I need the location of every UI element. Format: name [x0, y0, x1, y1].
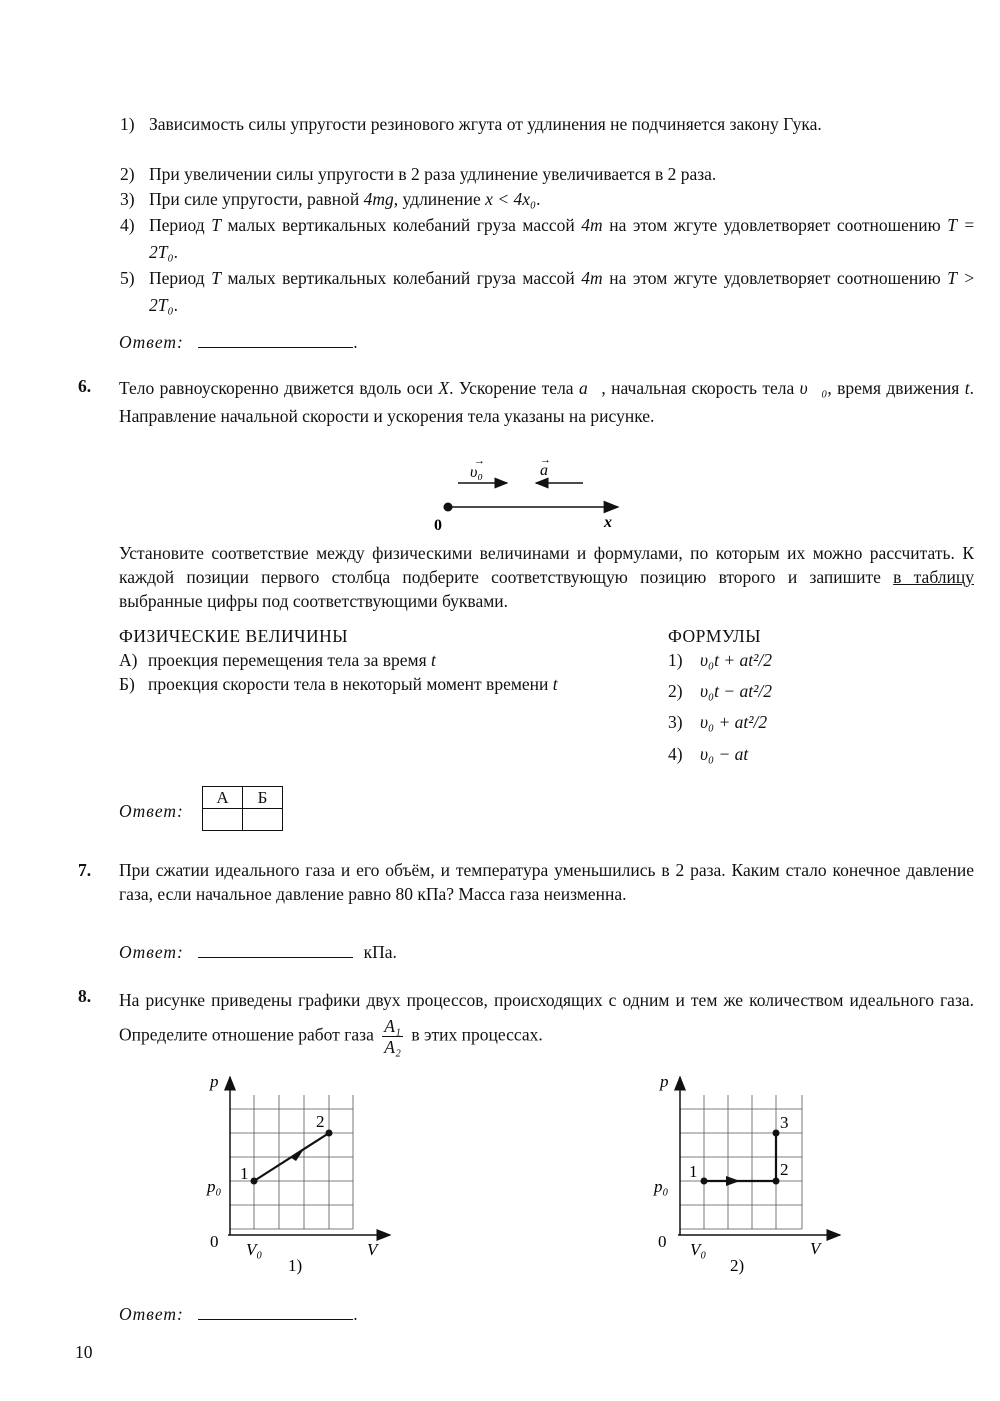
p0-tick-label: p₀ [207, 1177, 222, 1196]
grid [230, 1095, 353, 1229]
v-axis-label: V [367, 1240, 378, 1259]
option-number: 3) [120, 189, 135, 209]
option-text: При увеличении силы упругости в 2 раза удлинение увеличивается в 2 раза. [149, 164, 717, 184]
formula-1: 1) υ₀t + at²/2 [668, 650, 773, 670]
answer-blank[interactable] [198, 1319, 353, 1320]
origin-label: 0 [434, 517, 442, 534]
point-1-label: 1 [689, 1162, 698, 1181]
option-number: 5) [120, 268, 135, 288]
question-7-text: При сжатии идеального газа и его объём, и температура уменьшились в 2 раза. Каким стало конечное давление газа, если начальное давление равно 80 кПа? Масса газа неизменна. [119, 860, 974, 904]
option-2 [120, 162, 975, 186]
graph-caption: 1) [288, 1256, 303, 1275]
option-1 [120, 112, 975, 136]
answer-cell-a[interactable] [203, 809, 243, 831]
point-2-label: 2 [316, 1112, 325, 1131]
quantity-a: А) проекция перемещения тела за время t [119, 650, 436, 670]
point-1-label: 1 [240, 1164, 249, 1183]
v-axis-label: V [810, 1239, 821, 1258]
option-text: При силе упругости, равной 4mg, удлинение x < 4x₀. [149, 189, 541, 209]
option-3 [120, 187, 975, 211]
answer-table-header-a: А [203, 787, 243, 809]
p-axis-label: p [660, 1072, 669, 1091]
point-2 [326, 1130, 333, 1137]
direction-arrow [726, 1176, 740, 1186]
v0-label: υ₀ [470, 464, 483, 481]
graph-caption: 2) [730, 1256, 745, 1275]
a-vector-mark: → [540, 455, 551, 466]
question-number-8: 8. [78, 986, 92, 1006]
point-3-label: 3 [780, 1113, 789, 1132]
quantity-b: Б) проекция скорости тела в некоторый момент времени t [119, 674, 558, 694]
origin-label: 0 [210, 1232, 219, 1251]
v0-vector-mark: → [474, 455, 485, 467]
p-axis-label: p [210, 1072, 219, 1091]
question-6-instructions: Установите соответствие между физическими величинами и формулами, по которым их можно рассчитать. К каждой позиции первого столбца подберите соответствующую позицию второго и запишите в таблицу выбранные цифры под соответствующими буквами. [119, 543, 974, 611]
question-number-7: 7. [78, 860, 92, 880]
quantities-heading: ФИЗИЧЕСКИЕ ВЕЛИЧИНЫ [119, 626, 349, 646]
answer-label-6: Ответ: [119, 801, 184, 821]
option-5 [120, 265, 975, 319]
option-text: Период T малых вертикальных колебаний груза массой 4m на этом жгуте удовлетворяет соотношению T = 2T₀. [149, 215, 975, 262]
v0-tick-label: V₀ [690, 1240, 707, 1259]
formulas-heading: ФОРМУЛЫ [668, 626, 762, 646]
point-2 [773, 1178, 780, 1185]
a-label: a [540, 462, 548, 479]
option-number: 4) [120, 215, 135, 235]
answer-label: Ответ: [119, 332, 184, 352]
graph-2 [640, 1065, 850, 1285]
point-1 [251, 1178, 258, 1185]
option-4 [120, 212, 975, 266]
answer-table-header-b: Б [243, 787, 283, 809]
origin-dot [444, 503, 453, 512]
point-3 [773, 1130, 780, 1137]
page-number: 10 [75, 1342, 93, 1362]
answer-unit: кПа. [363, 942, 397, 962]
option-number: 1) [120, 114, 135, 134]
answer-cell-b[interactable] [243, 809, 283, 831]
question-8-text: На рисунке приведены графики двух процессов, происходящих с одним и тем же количеством идеального газа. Определите отношение работ газа $\frac{\text{A₁}}{\text{A₂}}$ в этих процессах. [119, 990, 974, 1057]
answer-line-5: Ответ: . [119, 332, 358, 352]
point-2-label: 2 [780, 1160, 789, 1179]
direction-arrow [290, 1149, 304, 1161]
formula-3: 3) υ₀ + at²/2 [668, 712, 768, 732]
x-label: x [604, 514, 612, 531]
answer-line-7: Ответ: кПа. [119, 942, 397, 962]
formula-2: 2) υ₀t − at²/2 [668, 681, 773, 701]
option-text: Зависимость силы упругости резинового жгута от удлинения не подчиняется закону Гука. [149, 114, 822, 134]
answer-blank[interactable] [198, 957, 353, 958]
question-6-text: Тело равноускоренно движется вдоль оси X. Ускорение тела a⃗, начальная скорость тела υ⃗₀, время движения t. Направление начальной скорости и ускорения тела указаны на рисунке. [119, 378, 974, 426]
option-text: Период T малых вертикальных колебаний груза массой 4m на этом жгуте удовлетворяет соотношению T > 2T₀. [149, 268, 975, 315]
p0-tick-label: p₀ [654, 1177, 669, 1196]
point-1 [701, 1178, 708, 1185]
v0-tick-label: V₀ [246, 1240, 263, 1259]
option-number: 2) [120, 164, 135, 184]
work-ratio-fraction: $\frac{\text{A₁}}{\text{A₂}}$ [384, 1016, 401, 1057]
formula-4: 4) υ₀ − at [668, 744, 749, 764]
answer-line-8: Ответ: . [119, 1304, 358, 1324]
motion-figure [420, 455, 640, 535]
answer-table-6 [202, 786, 283, 831]
graph-1 [190, 1065, 400, 1285]
question-number-6: 6. [78, 376, 92, 396]
answer-blank[interactable] [198, 347, 353, 348]
origin-label: 0 [658, 1232, 667, 1251]
